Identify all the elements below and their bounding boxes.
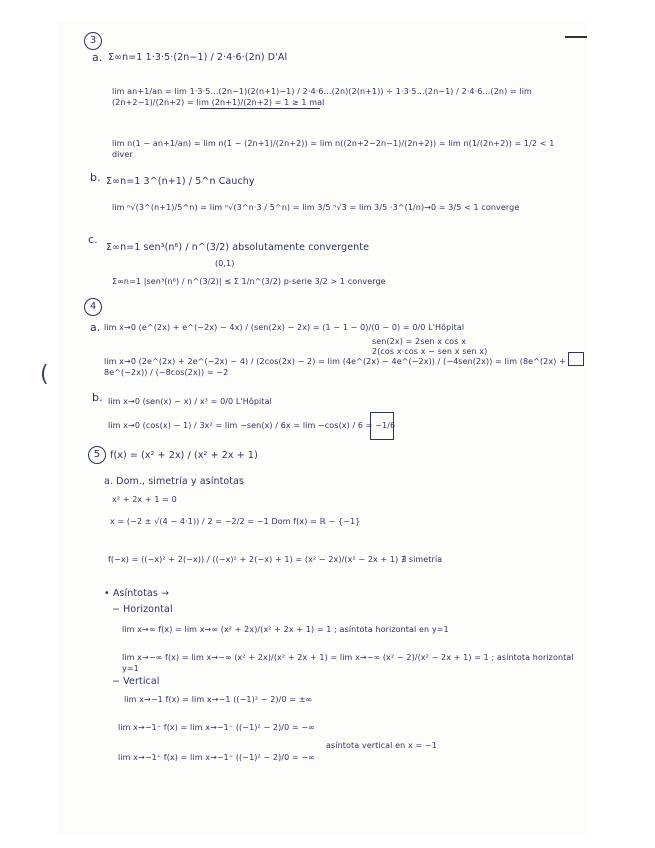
section-5-number: 5 [88, 446, 106, 464]
section-3a-series: Σ∞n=1 1·3·5·(2n−1) / 2·4·6·(2n) D'Al [108, 52, 288, 63]
section-4a-lhopital-steps: lim x→0 (2e^(2x) + 2e^(−2x) − 4) / (2cos(2x) − 2) = lim (4e^(2x) − 4e^(−2x)) / (−4sen(2x)) = lim (8e^(2x) + 8e^(−2x)) / (−8cos(2x)) = −2 [104, 357, 566, 377]
section-3a-label: a. [92, 51, 103, 64]
section-3a-raabe-test: lim n(1 − an+1/an) = lim n(1 − (2n+1)/(2n+2)) = lim n((2n+2−2n−1)/(2n+2)) = lim n(1/(2n+2)) = 1/2 < 1 diver [112, 139, 555, 159]
section-3a-ratio-test: lim an+1/an = lim 1·3·5…(2n−1)(2(n+1)−1) / 2·4·6…(2n)(2(n+1)) ÷ 1·3·5…(2n−1) / 2·4·6…(2n) = lim (2n+2−1)/(2n+2) = lim (2n+1)/(2n+2) = 1 ≥ 1 mal [112, 87, 532, 107]
margin-parenthesis: ( [40, 362, 49, 387]
section-4a-identity-2: 2(cos x·cos x − sen x sen x) [372, 347, 488, 356]
section-3-number: 3 [84, 32, 102, 50]
section-4b-lhopital-steps: lim x→0 (cos(x) − 1) / 3x² = lim −sen(x) / 6x = lim −cos(x) / 6 = −1/6 [108, 421, 396, 430]
result-box [370, 412, 394, 440]
section-5-domain-equation: x² + 2x + 1 = 0 [112, 495, 177, 504]
section-5-function: f(x) = (x² + 2x) / (x² + 2x + 1) [110, 450, 258, 461]
section-3b-label: b. [90, 171, 101, 184]
section-4b-label: b. [92, 391, 103, 404]
section-5-asymptotes-heading: • Asíntotas → [104, 588, 170, 599]
section-4a-identity: sen(2x) = 2sen x cos x [372, 337, 467, 346]
section-5-domain-solution: x = (−2 ± √(4 − 4·1)) / 2 = −2/2 = −1 Dom f(x) = ℝ − {−1} [110, 517, 361, 526]
vertical-asymptote-left-limit: lim x→−1⁻ f(x) = lim x→−1⁻ ((−1)² − 2)/0 = −∞ [118, 723, 315, 732]
horizontal-asymptote-heading: − Horizontal [112, 604, 173, 615]
section-3c-comparison: Σ∞n=1 |sen³(n⁶) / n^(3/2)| ≤ Σ 1/n^(3/2) p-serie 3/2 > 1 converge [112, 277, 386, 286]
section-4-number: 4 [84, 298, 102, 316]
horizontal-asymptote-plus-inf: lim x→∞ f(x) = lim x→∞ (x² + 2x)/(x² + 2x + 1) = 1 ; asíntota horizontal en y=1 [122, 625, 449, 634]
section-4a-limit: lim x→0 (e^(2x) + e^(−2x) − 4x) / (sen(2x) − 2x) = (1 − 1 − 0)/(0 − 0) = 0/0 L'Hôpital [104, 323, 465, 332]
section-3b-series: Σ∞n=1 3^(n+1) / 5^n Cauchy [106, 176, 255, 187]
fraction-bar [200, 108, 320, 109]
vertical-asymptote-heading: − Vertical [112, 676, 160, 687]
section-4b-limit: lim x→0 (sen(x) − x) / x³ = 0/0 L'Hôpital [108, 397, 272, 406]
result-box [568, 352, 584, 366]
page-edge-mark [565, 36, 587, 38]
section-3b-root-test: lim ⁿ√(3^(n+1)/5^n) = lim ⁿ√(3^n·3 / 5^n) = lim 3/5 ⁿ√3 = lim 3/5 ·3^(1/n)→0 = 3/5 < 1 converge [112, 203, 520, 212]
section-4a-label: a. [90, 321, 101, 334]
vertical-asymptote-conclusion: asíntota vertical en x = −1 [326, 741, 437, 750]
section-5-symmetry: f(−x) = ((−x)² + 2(−x)) / ((−x)² + 2(−x) + 1) = (x² − 2x)/(x² − 2x + 1) ∄ simetría [108, 555, 443, 564]
horizontal-asymptote-minus-inf: lim x→−∞ f(x) = lim x→−∞ (x² + 2x)/(x² + 2x + 1) = lim x→−∞ (x² − 2)/(x² − 2x + 1) = 1 ; asíntota horizontal y=1 [122, 653, 574, 673]
section-3c-label: c. [88, 233, 98, 246]
section-3c-series: Σ∞n=1 sen³(n⁶) / n^(3/2) absolutamente convergente [106, 242, 370, 253]
vertical-asymptote-right-limit: lim x→−1⁺ f(x) = lim x→−1⁺ ((−1)² − 2)/0 = −∞ [118, 753, 315, 762]
section-3c-range-note: (0,1) [215, 259, 235, 268]
section-5a-heading: a. Dom., simetría y asíntotas [104, 476, 245, 487]
vertical-asymptote-limit: lim x→−1 f(x) = lim x→−1 ((−1)² − 2)/0 = ±∞ [124, 695, 313, 704]
